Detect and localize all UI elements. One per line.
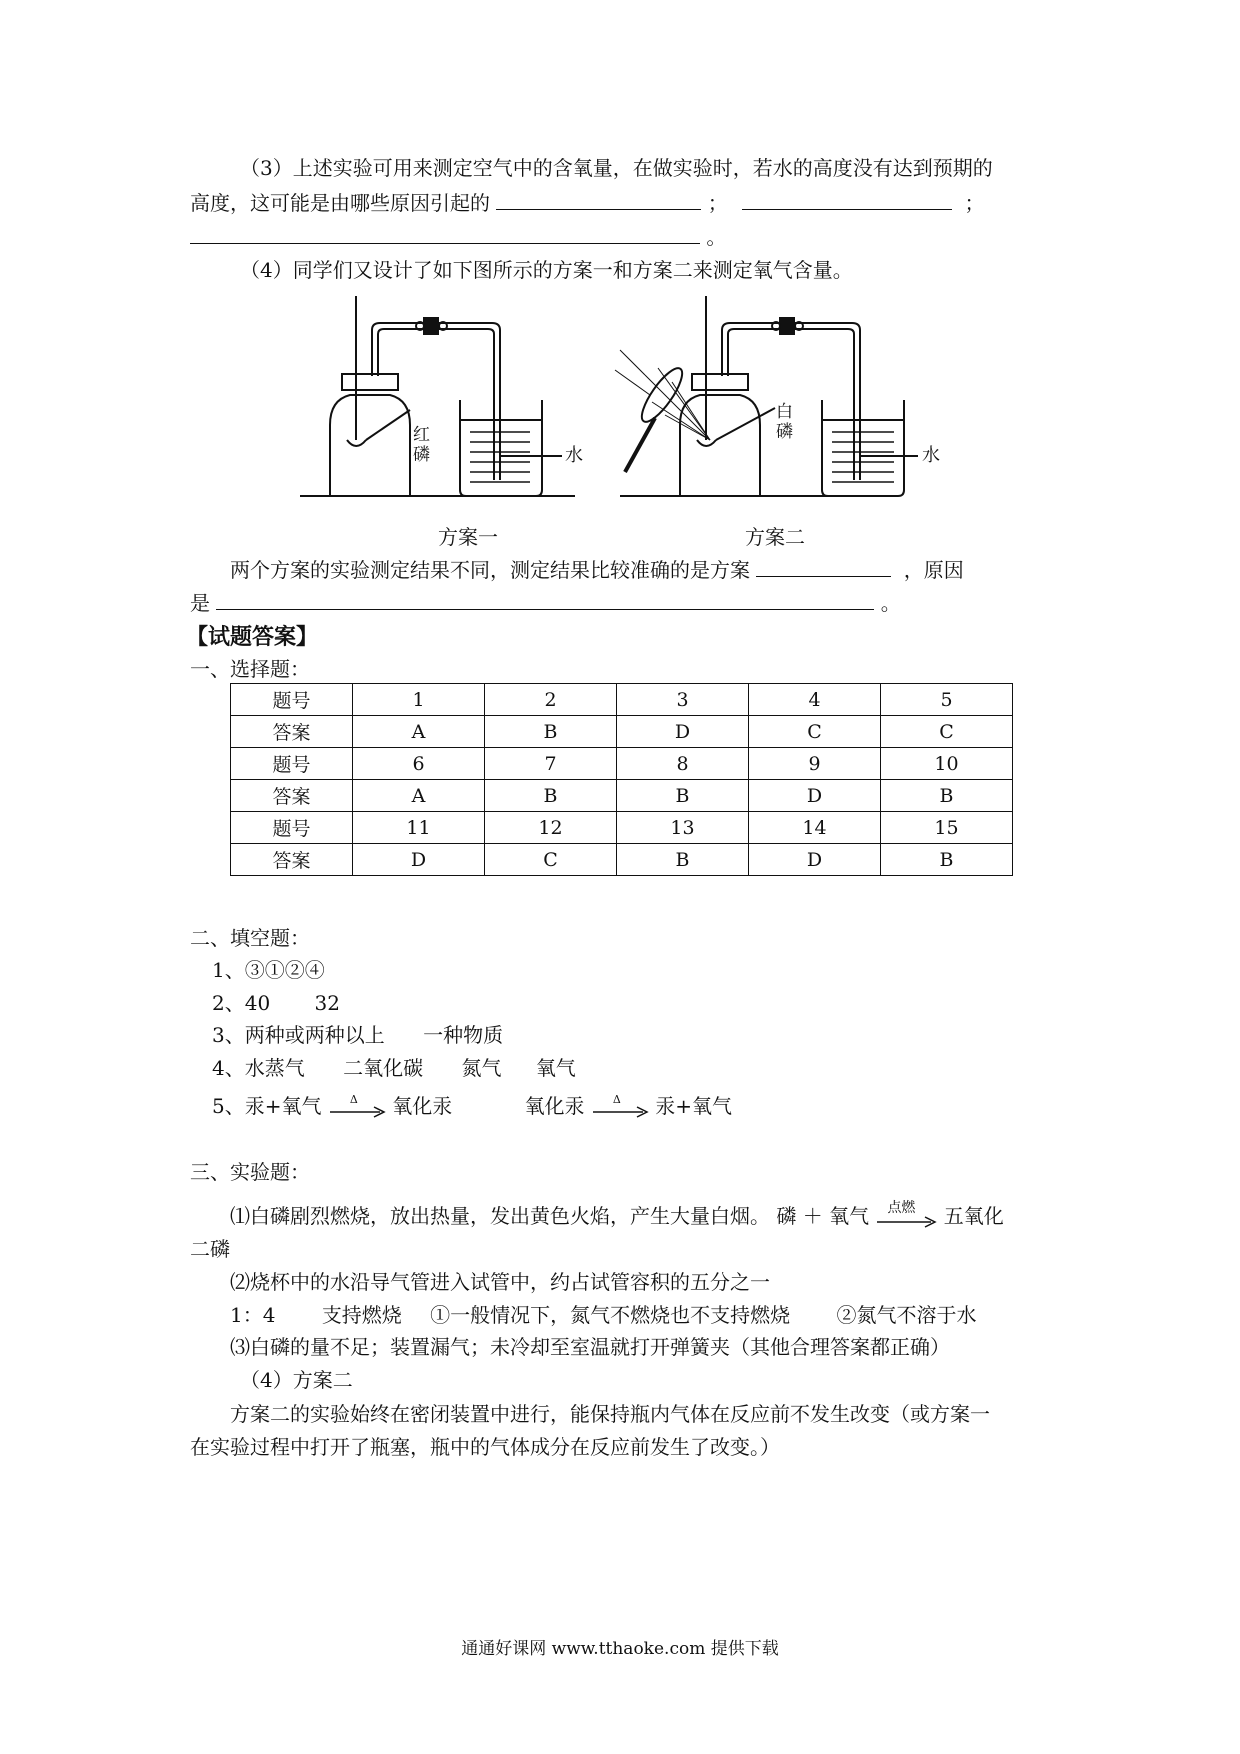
answer-table-cell: 8	[617, 748, 749, 780]
q3-answer-blank-1[interactable]	[496, 189, 701, 210]
q3-separator-2: ；	[964, 191, 985, 215]
reaction-arrow-2	[591, 1092, 649, 1118]
section1-title: 一、选择题：	[190, 657, 310, 681]
fill-answer-5: 5、汞+氧气 Δ 氧化汞 氧化汞 Δ 汞+氧气	[212, 1092, 732, 1120]
q4-answer-blank-1[interactable]	[756, 556, 891, 577]
answers-title: 【试题答案】	[186, 625, 319, 650]
q3-answer-blank-3[interactable]	[190, 223, 700, 244]
exp-answer-1-cont: 二磷	[190, 1237, 230, 1261]
answer-table-cell: 12	[485, 812, 617, 844]
answer-table-row	[231, 812, 1013, 844]
answer-table-cell: B	[617, 780, 749, 812]
caption-scheme-2: 方案二	[745, 525, 805, 549]
clip-1	[424, 318, 438, 334]
label-white-phosphorus: 白磷	[776, 402, 793, 442]
answer-table-cell: 13	[617, 812, 749, 844]
apparatus-figure	[0, 290, 1240, 550]
reaction-arrow-1-label: Δ	[349, 1092, 358, 1106]
answer-table-cell: C	[749, 716, 881, 748]
answer-table-row	[231, 844, 1013, 876]
spoon-1	[347, 440, 366, 446]
q3-end: 。	[706, 225, 727, 249]
exp-answer-2b: 1：4 支持燃烧 ①一般情况下，氮气不燃烧也不支持燃烧 ②氮气不溶于水	[230, 1303, 977, 1327]
footer-text: 通通好课网 www.tthaoke.com 提供下载	[461, 1639, 779, 1659]
answer-table-cell: D	[749, 780, 881, 812]
answer-table-cell: C	[881, 716, 1013, 748]
q3-line3	[190, 223, 726, 251]
clip-2	[780, 318, 794, 334]
q4-question-mid: ，原因	[903, 558, 964, 582]
reaction-arrow-1	[328, 1092, 386, 1118]
answer-table-cell: D	[617, 716, 749, 748]
label-red-phosphorus: 红磷	[413, 425, 430, 465]
spoon-2	[697, 440, 716, 446]
fill-answer-3: 3、两种或两种以上 一种物质	[212, 1023, 504, 1047]
answer-table-row-label: 答案	[231, 844, 353, 876]
q3-separator-1: ；	[707, 191, 728, 215]
answer-table-cell: 15	[881, 812, 1013, 844]
q4-question-line2	[190, 589, 901, 617]
caption-scheme-1: 方案一	[438, 525, 498, 549]
fill-answer-2: 2、40 32	[212, 991, 340, 1015]
answer-table-cell: 10	[881, 748, 1013, 780]
answer-table-cell: D	[353, 844, 485, 876]
section3-title: 三、实验题：	[190, 1160, 310, 1184]
bottle-2	[680, 395, 760, 496]
exp-answer-1: ⑴白磷剧烈燃烧，放出热量，发出黄色火焰，产生大量白烟。 磷 ＋ 氧气 点燃 五氧化	[230, 1202, 1004, 1230]
answer-table-cell: B	[881, 780, 1013, 812]
answer-table-cell: 4	[749, 684, 881, 716]
fill-answer-4: 4、水蒸气 二氧化碳 氮气 氧气	[212, 1056, 576, 1080]
q3-answer-blank-2[interactable]	[742, 189, 952, 210]
delivery-tube-1	[372, 323, 500, 480]
q4-intro	[240, 256, 853, 284]
stopper-2	[692, 374, 748, 390]
answer-table-cell: 5	[881, 684, 1013, 716]
answer-table-cell: 1	[353, 684, 485, 716]
answer-table-row-label: 答案	[231, 780, 353, 812]
label-water-2: 水	[922, 445, 940, 466]
q4-question-prefix: 是	[190, 591, 210, 615]
answer-table-cell: 14	[749, 812, 881, 844]
light-rays	[615, 350, 710, 440]
answer-table-cell: A	[353, 780, 485, 812]
answer-table-row	[231, 684, 1013, 716]
answer-table-cell: C	[485, 844, 617, 876]
q4-question-line1	[230, 556, 964, 584]
answer-table-row-label: 题号	[231, 684, 353, 716]
fill-answer-1: 1、③①②④	[212, 958, 325, 982]
q3-line1	[240, 154, 993, 182]
exp-answer-4: （4）方案二	[240, 1368, 353, 1392]
exp-answer-2: ⑵烧杯中的水沿导气管进入试管中，约占试管容积的五分之一	[230, 1270, 770, 1294]
answer-table-cell: D	[749, 844, 881, 876]
answer-table-cell: B	[617, 844, 749, 876]
q4-question-text: 两个方案的实验测定结果不同，测定结果比较准确的是方案	[230, 558, 750, 582]
answer-table-cell: 7	[485, 748, 617, 780]
answer-table-cell: 11	[353, 812, 485, 844]
answer-table-cell: 3	[617, 684, 749, 716]
answer-table-cell: 9	[749, 748, 881, 780]
answer-table-cell: 6	[353, 748, 485, 780]
answer-table-cell: B	[485, 780, 617, 812]
answer-table-cell: B	[485, 716, 617, 748]
answer-table-row-label: 题号	[231, 812, 353, 844]
reaction-arrow-3-label: 点燃	[887, 1199, 916, 1216]
reaction-arrow-3	[875, 1199, 937, 1228]
bottle-1	[330, 395, 410, 496]
answer-table-row	[231, 748, 1013, 780]
q4-intro-text: （4）同学们又设计了如下图所示的方案一和方案二来测定氧气含量。	[240, 258, 853, 282]
footer	[0, 1634, 1240, 1659]
q3-line1-text: （3）上述实验可用来测定空气中的含氧量，在做实验时，若水的高度没有达到预期的	[240, 156, 993, 180]
answer-table-row-label: 答案	[231, 716, 353, 748]
q4-answer-blank-2[interactable]	[216, 589, 874, 610]
answer-table-row	[231, 780, 1013, 812]
exp-answer-3: ⑶白磷的量不足；装置漏气；未冷却至室温就打开弹簧夹（其他合理答案都正确）	[230, 1335, 950, 1359]
answer-table-cell: 2	[485, 684, 617, 716]
q3-line2	[190, 189, 984, 217]
label-water-1: 水	[565, 445, 583, 466]
section2-title: 二、填空题：	[190, 926, 310, 950]
answer-table-row-label: 题号	[231, 748, 353, 780]
reaction-arrow-2-label: Δ	[612, 1092, 621, 1106]
answer-table	[230, 683, 1013, 876]
answer-table-row	[231, 716, 1013, 748]
exp-answer-4-line2: 在实验过程中打开了瓶塞，瓶中的气体成分在反应前发生了改变。）	[190, 1435, 780, 1459]
stopper-1	[342, 374, 398, 390]
q3-line2-text: 高度，这可能是由哪些原因引起的	[190, 191, 490, 215]
q4-question-end: 。	[880, 591, 901, 615]
answer-table-cell: B	[881, 844, 1013, 876]
exp-answer-4-line1: 方案二的实验始终在密闭装置中进行，能保持瓶内气体在反应前不发生改变（或方案一	[230, 1402, 990, 1426]
answer-table-cell: A	[353, 716, 485, 748]
